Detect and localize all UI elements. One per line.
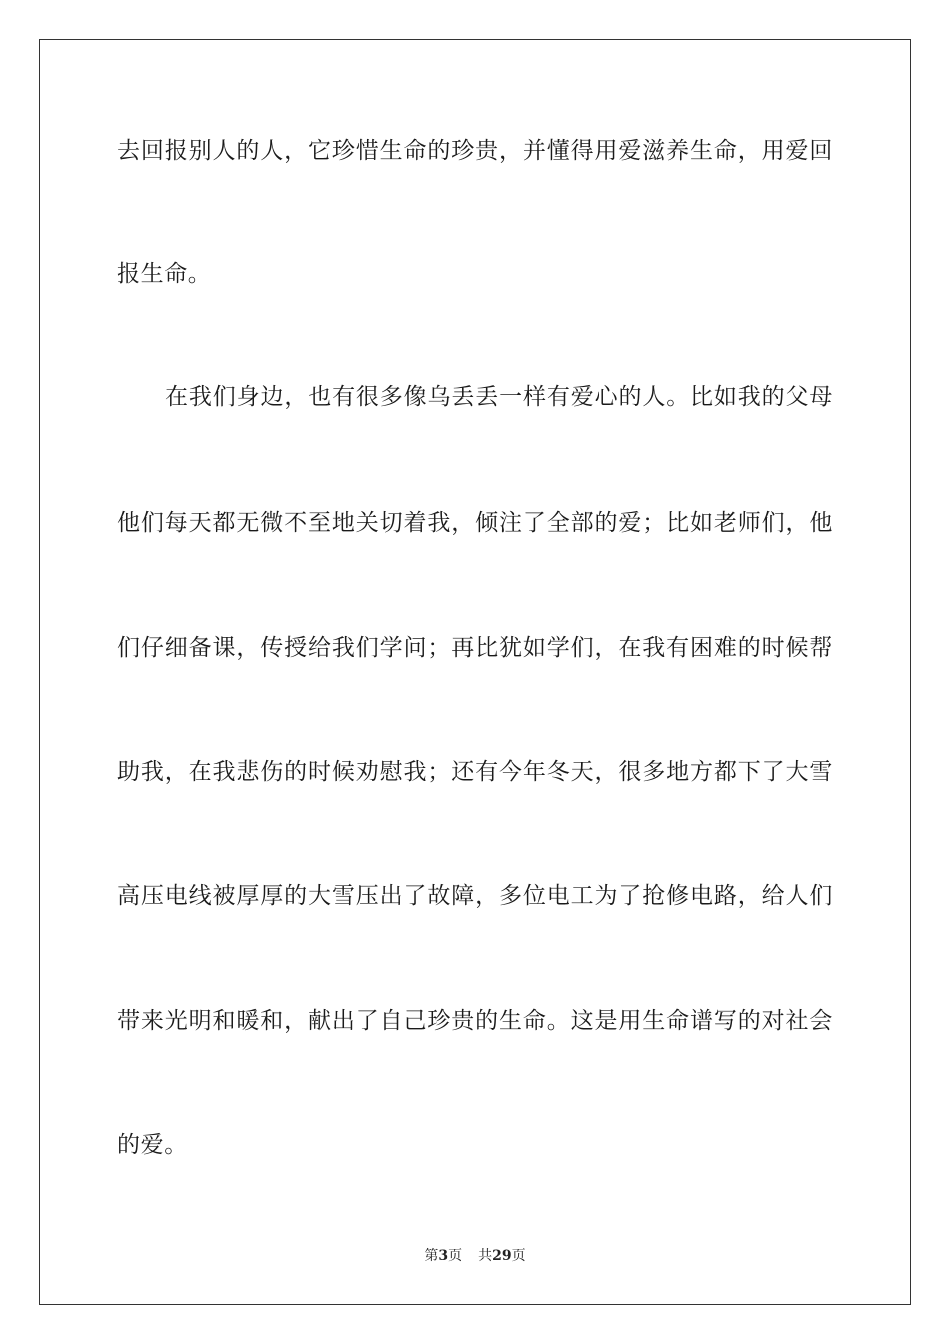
page-footer — [0, 1247, 950, 1265]
total-pages: 29 — [492, 1248, 512, 1264]
page-suffix: 页 — [448, 1248, 463, 1264]
total-prefix: 共 — [478, 1248, 493, 1264]
page-prefix: 第 — [424, 1248, 439, 1264]
body-line-6: 助我，在我悲伤的时候劝慰我；还有今年冬天，很多地方都下了大雪 — [117, 759, 833, 785]
body-line-7: 高压电线被厚厚的大雪压出了故障，多位电工为了抢修电路，给人们 — [117, 883, 833, 909]
paragraph-2-first-line: 在我们身边，也有很多像乌丢丢一样有爱心的人。比如我的父母 — [165, 384, 833, 410]
body-line-5: 们仔细备课，传授给我们学问；再比犹如学们，在我有困难的时候帮 — [117, 635, 833, 661]
body-line-4: 他们每天都无微不至地关切着我，倾注了全部的爱；比如老师们，他 — [117, 510, 833, 536]
total-suffix: 页 — [511, 1248, 526, 1264]
body-line-8: 带来光明和暖和，献出了自己珍贵的生命。这是用生命谱写的对社会 — [117, 1008, 833, 1034]
page-number: 3 — [438, 1248, 449, 1264]
page-frame — [39, 39, 911, 1305]
body-line-9: 的爱。 — [117, 1132, 188, 1158]
body-line-2: 报生命。 — [117, 261, 212, 287]
body-line-1: 去回报别人的人，它珍惜生命的珍贵，并懂得用爱滋养生命，用爱回 — [117, 138, 833, 164]
